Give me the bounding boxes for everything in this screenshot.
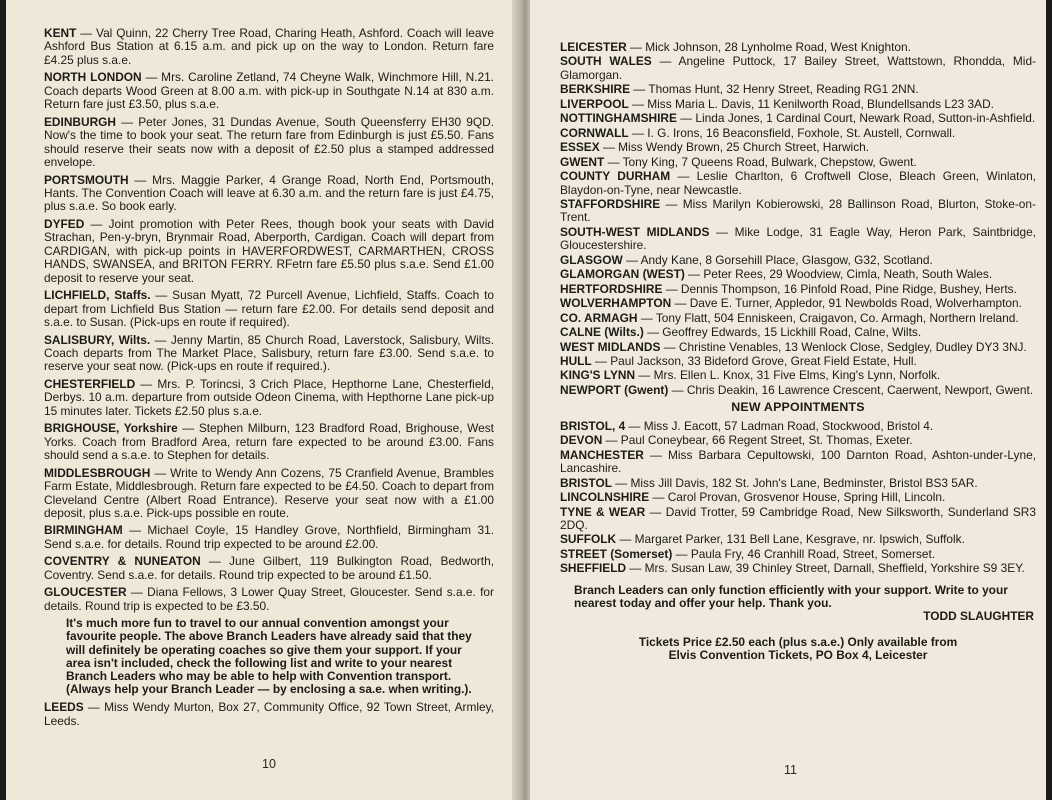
branch-entry bbox=[44, 289, 494, 329]
branch-details: Angeline Puttock, 17 Bailey Street, Wattstown, Rhondda, Mid-Glamorgan. bbox=[560, 54, 1037, 82]
branch-details: Mrs. Susan Law, 39 Chinley Street, Darnall, Sheffield, Yorkshire S9 3EY. bbox=[644, 561, 1025, 576]
dash-separator: — bbox=[150, 332, 171, 347]
branch-name: PORTSMOUTH bbox=[44, 172, 129, 187]
branch-entry bbox=[44, 701, 494, 728]
branch-entry bbox=[560, 434, 1036, 447]
branch-name: EDINBURGH bbox=[44, 114, 117, 129]
branch-name: SUFFOLK bbox=[560, 532, 617, 547]
dash-separator: — bbox=[135, 376, 158, 391]
branch-name: NEWPORT (Gwent) bbox=[560, 382, 669, 397]
branch-entry bbox=[560, 312, 1036, 325]
branch-name: CO. ARMAGH bbox=[560, 310, 638, 325]
branch-details: Leslie Charlton, 6 Croftwell Close, Bleach Green, Winlaton, Blaydon-on-Tyne, near Newcastle. bbox=[560, 169, 1036, 197]
left-page bbox=[6, 0, 520, 800]
branch-entry bbox=[560, 268, 1036, 281]
branch-details: Dave E. Turner, Appledor, 91 Newbolds Road, Wolverhampton. bbox=[689, 296, 1022, 311]
new-appointments-heading: NEW APPOINTMENTS bbox=[731, 400, 865, 415]
dash-separator: — bbox=[660, 196, 683, 211]
branch-details: Tony King, 7 Queens Road, Bulwark, Chepstow, Gwent. bbox=[622, 154, 917, 169]
branch-details: Peter Jones, 31 Dundas Avenue, South Queensferry EH30 9QD. Now's the time to book your seat. The return fare from Edinburgh is just £5.50. Fans should reserve their seats now with a deposit of £2.50 plus a stamped addressed envelope. bbox=[44, 114, 495, 170]
branch-details: Stephen Milburn, 123 Bradford Road, Brighouse, West Yorks. Coach from Bradford Area, return fare expected to be around £3.00. Fans should send a s.a.e. to Stephen for details. bbox=[44, 421, 494, 463]
branch-details: Mick Johnson, 28 Lynholme Road, West Knighton. bbox=[645, 40, 911, 54]
dash-separator: — bbox=[684, 267, 704, 282]
branch-entry bbox=[560, 369, 1036, 382]
dash-separator: — bbox=[643, 447, 669, 462]
branch-name: TYNE & WEAR bbox=[560, 504, 646, 519]
branch-name: BIRMINGHAM bbox=[44, 523, 123, 538]
tickets-info bbox=[566, 636, 1030, 663]
branch-entry bbox=[560, 562, 1036, 575]
dash-separator: — bbox=[591, 353, 611, 368]
branch-details: I. G. Irons, 16 Beaconsfield, Foxhole, St. Austell, Cornwall. bbox=[647, 125, 956, 140]
branch-entry bbox=[560, 420, 1036, 433]
dash-separator: — bbox=[676, 111, 696, 126]
branch-name: WEST MIDLANDS bbox=[560, 339, 661, 354]
left-column bbox=[44, 27, 494, 732]
branch-entry bbox=[44, 71, 494, 111]
branch-details: Mrs. P. Torincsi, 3 Crich Place, Hepthorne Lane, Chesterfield, Derbys. 10 a.m. departure from outside Odeon Cinema, with Hepthorne Lane pick-up 15 minutes later. Tickets £2.50 plus s.a.e. bbox=[44, 376, 494, 418]
branch-name: MANCHESTER bbox=[560, 447, 644, 462]
branch-entry bbox=[560, 491, 1036, 504]
dash-separator: — bbox=[660, 339, 679, 354]
branch-name: WOLVERHAMPTON bbox=[560, 296, 672, 311]
branch-name: LICHFIELD, Staffs. bbox=[44, 288, 151, 303]
branch-entry bbox=[44, 422, 494, 462]
branch-entry bbox=[560, 98, 1036, 111]
dash-separator: — bbox=[668, 382, 687, 397]
branch-entry bbox=[560, 283, 1036, 296]
branch-entry bbox=[44, 555, 494, 582]
branch-name: LEEDS bbox=[44, 700, 84, 715]
branch-details: Paul Coneybear, 66 Regent Street, St. Thomas, Exeter. bbox=[620, 433, 913, 448]
branch-name: HERTFORDSHIRE bbox=[560, 281, 663, 296]
branch-details: Mike Lodge, 31 Eagle Way, Heron Park, Saintbridge, Gloucestershire. bbox=[560, 224, 1036, 253]
branch-entry bbox=[44, 27, 494, 67]
branch-details: Miss Maria L. Davis, 11 Kenilworth Road, Blundellsands L23 3AD. bbox=[647, 96, 994, 111]
branch-details: Andy Kane, 8 Gorsehill Place, Glasgow, G32, Scotland. bbox=[640, 252, 933, 267]
branch-details: Carol Provan, Grosvenor House, Spring Hill, Lincoln. bbox=[667, 490, 946, 505]
dash-separator: — bbox=[150, 288, 173, 303]
dash-separator: — bbox=[150, 465, 171, 480]
branch-name: GWENT bbox=[560, 154, 605, 169]
dash-separator: — bbox=[76, 26, 97, 40]
dash-separator: — bbox=[649, 490, 668, 505]
dash-separator: — bbox=[628, 125, 648, 140]
branch-name: LINCOLNSHIRE bbox=[560, 490, 650, 505]
branch-details: Paula Fry, 46 Cranhill Road, Street, Somerset. bbox=[690, 546, 936, 561]
dash-separator: — bbox=[122, 523, 148, 538]
branch-entry bbox=[560, 127, 1036, 140]
branch-list-right bbox=[560, 41, 1036, 397]
branch-name: CHESTERFIELD bbox=[44, 376, 136, 391]
branch-details: Diana Fellows, 3 Lower Quay Street, Gloucester. Send s.a.e. for details. Round trip is expected to be £3.50. bbox=[44, 585, 494, 613]
branch-entry bbox=[560, 83, 1036, 96]
dash-separator: — bbox=[616, 532, 635, 547]
branch-details: Miss J. Eacott, 57 Ladman Road, Stockwood, Bristol 4. bbox=[643, 418, 934, 433]
branch-entry bbox=[560, 355, 1036, 368]
branch-name: BRIGHOUSE, Yorkshire bbox=[44, 421, 178, 436]
dash-separator: — bbox=[599, 140, 619, 155]
branch-details: Miss Marilyn Kobierowski, 28 Ballinson Road, Blurton, Stoke-on-Trent. bbox=[560, 196, 1036, 225]
branch-entry bbox=[560, 449, 1036, 476]
branch-name: ESSEX bbox=[560, 140, 600, 155]
branch-details: Susan Myatt, 72 Purcell Avenue, Lichfield, Staffs. Coach to depart from Lichfield Bus Station — return fare £2.00. For details send deposit and s.a.e. to Susan. (Pick-ups en route if required). bbox=[44, 288, 494, 330]
branch-details: Joint promotion with Peter Rees, though book your seats with David Strachan, Pen-y-bryn, Brynmair Road, Aberporth, Cardigan. Coach will depart from CARDIGAN, with pick-up points in HAVERFORDWEST, CARMARTHEN, CROSS HANDS, SWANSEA, and BRITON FERRY. RFetrn fare £5.50 plus s.a.e. Send £1.00 deposit to reserve your seat. bbox=[44, 216, 495, 285]
branch-name: GLAMORGAN (WEST) bbox=[560, 267, 685, 282]
dash-separator: — bbox=[626, 40, 646, 54]
dash-separator: — bbox=[116, 114, 139, 129]
branch-entry bbox=[44, 116, 494, 170]
branch-entry bbox=[44, 524, 494, 551]
dash-separator: — bbox=[645, 504, 666, 519]
dash-separator: — bbox=[200, 554, 230, 569]
page-number-right: 11 bbox=[784, 763, 797, 777]
dash-separator: — bbox=[670, 169, 697, 184]
branch-name: SALISBURY, Wilts. bbox=[44, 332, 151, 347]
branch-name: NORTH LONDON bbox=[44, 70, 142, 85]
branch-name: LIVERPOOL bbox=[560, 96, 629, 111]
branch-details: Dennis Thompson, 16 Pinfold Road, Pine Ridge, Bushey, Herts. bbox=[680, 281, 1017, 296]
branch-details: Tony Flatt, 504 Enniskeen, Craigavon, Co. Armagh, Northern Ireland. bbox=[655, 310, 1019, 325]
branch-name: SOUTH-WEST MIDLANDS bbox=[560, 224, 710, 239]
coach-notice: It's much more fun to travel to our annual convention amongst your favourite people. The above Branch Leaders have already said that they will definitely be operating coaches so give them your support. If your area isn't included, check the following list and write to your nearest Branch Leaders who may be able to help with Convention transport. (Always help your Branch Leader — by enclosing a sa.e. when writing.). bbox=[66, 616, 472, 697]
branch-entry bbox=[44, 334, 494, 374]
branch-entry bbox=[560, 384, 1036, 397]
branch-list-left-end bbox=[44, 701, 494, 728]
branch-details: Linda Jones, 1 Cardinal Court, Newark Road, Sutton-in-Ashfield. bbox=[695, 111, 1036, 126]
branch-entry bbox=[560, 548, 1036, 561]
tickets-line-1: Tickets Price £2.50 each (plus s.a.e.) Only available from bbox=[638, 634, 958, 649]
branch-entry bbox=[560, 326, 1036, 339]
dash-separator: — bbox=[602, 433, 621, 448]
branch-details: Paul Jackson, 33 Bideford Grove, Great Field Estate, Hull. bbox=[610, 353, 917, 368]
branch-name: CALNE (Wilts.) bbox=[560, 325, 644, 340]
right-column bbox=[560, 41, 1036, 662]
dash-separator: — bbox=[630, 82, 649, 97]
branch-details: Christine Venables, 13 Wenlock Close, Sedgley, Dudley DY3 3NJ. bbox=[678, 339, 1027, 354]
branch-name: GLOUCESTER bbox=[44, 585, 127, 600]
branch-details: Miss Wendy Brown, 25 Church Street, Harwich. bbox=[618, 140, 870, 155]
closing-message: Branch Leaders can only function efficiently with your support. Write to your nearest today and offer your help. Thank you. bbox=[574, 582, 1008, 610]
branch-entry bbox=[560, 477, 1036, 490]
branch-details: Miss Jill Davis, 182 St. John's Lane, Bedminster, Bristol BS3 5AR. bbox=[630, 475, 978, 490]
branch-name: SHEFFIELD bbox=[560, 561, 627, 576]
dash-separator: — bbox=[628, 96, 648, 111]
branch-name: BERKSHIRE bbox=[560, 82, 631, 97]
branch-entry bbox=[44, 467, 494, 521]
dash-separator: — bbox=[141, 70, 162, 85]
branch-name: DYFED bbox=[44, 216, 85, 231]
branch-name: GLASGOW bbox=[560, 252, 623, 267]
dash-separator: — bbox=[604, 154, 623, 169]
dash-separator: — bbox=[84, 216, 109, 231]
branch-details: Mrs. Caroline Zetland, 74 Cheyne Walk, Winchmore Hill, N.21. Coach departs Wood Green at 8.00 a.m. with pick-up in Southgate N.14 at 830 a.m. Return fare just £3.50, plus s.a.e. bbox=[44, 70, 494, 112]
branch-details: Peter Rees, 29 Woodview, Cimla, Neath, South Wales. bbox=[703, 267, 993, 282]
branch-entry bbox=[560, 55, 1036, 82]
branch-entry bbox=[44, 174, 494, 214]
tickets-line-2: Elvis Convention Tickets, PO Box 4, Leicester bbox=[668, 648, 928, 663]
branch-entry bbox=[560, 141, 1036, 154]
branch-entry bbox=[560, 156, 1036, 169]
branch-name: COUNTY DURHAM bbox=[560, 169, 671, 184]
branch-details: Margaret Parker, 131 Bell Lane, Kesgrave, nr. Ipswich, Suffolk. bbox=[634, 532, 965, 547]
branch-name: KING'S LYNN bbox=[560, 368, 636, 383]
dash-separator: — bbox=[622, 252, 641, 267]
branch-details: Val Quinn, 22 Cherry Tree Road, Charing Heath, Ashford. Coach will leave Ashford Bus Station at 6.15 a.m. and pick up on the way to London. Return fare £4.25 plus s.a.e. bbox=[44, 26, 494, 67]
branch-name: MIDDLESBROUGH bbox=[44, 465, 151, 480]
dash-separator: — bbox=[126, 585, 148, 600]
branch-name: STREET (Somerset) bbox=[560, 546, 673, 561]
branch-details: Thomas Hunt, 32 Henry Street, Reading RG1 2NN. bbox=[648, 82, 919, 97]
branch-name: COVENTRY & NUNEATON bbox=[44, 554, 201, 569]
branch-list-left bbox=[44, 27, 494, 613]
branch-entry bbox=[560, 506, 1036, 533]
dash-separator: — bbox=[671, 296, 690, 311]
dash-separator: — bbox=[635, 368, 654, 383]
branch-name: CORNWALL bbox=[560, 125, 629, 140]
branch-name: LEICESTER bbox=[560, 40, 627, 54]
branch-name: KENT bbox=[44, 26, 77, 40]
branch-name: BRISTOL, 4 bbox=[560, 418, 626, 433]
page-number-left: 10 bbox=[262, 757, 276, 771]
branch-entry bbox=[560, 226, 1036, 253]
branch-entry bbox=[560, 41, 1036, 54]
branch-entry bbox=[560, 170, 1036, 197]
branch-details: Write to Wendy Ann Cozens, 75 Cranfield Avenue, Brambles Farm Estate, Middlesbrough. Return fare expected to be £4.50. Coach to depart from Cleveland Centre (Albert Road Entrance). Reserve your seat now with a £1.00 deposit, plus s.a.e. Pick-ups possible en route. bbox=[44, 465, 494, 520]
branch-entry bbox=[560, 254, 1036, 267]
dash-separator: — bbox=[83, 700, 105, 715]
dash-separator: — bbox=[651, 54, 679, 69]
branch-entry bbox=[560, 297, 1036, 310]
dash-separator: — bbox=[177, 421, 199, 436]
branch-details: Chris Deakin, 16 Lawrence Crescent, Caerwent, Newport, Gwent. bbox=[686, 382, 1034, 397]
branch-name: NOTTINGHAMSHIRE bbox=[560, 111, 677, 126]
right-page bbox=[530, 0, 1046, 800]
branch-details: Miss Wendy Murton, Box 27, Community Office, 92 Town Street, Armley, Leeds. bbox=[44, 700, 494, 728]
branch-entry bbox=[44, 586, 494, 613]
branch-details: Miss Barbara Cepultowski, 100 Darnton Road, Ashton-under-Lyne, Lancashire. bbox=[560, 447, 1036, 476]
branch-name: SOUTH WALES bbox=[560, 54, 652, 69]
branch-details: David Trotter, 59 Cambridge Road, New Silksworth, Sunderland SR3 2DQ. bbox=[560, 504, 1036, 532]
branch-details: Mrs. Ellen L. Knox, 31 Five Elms, King's Lynn, Norfolk. bbox=[653, 368, 941, 383]
branch-entry bbox=[44, 218, 494, 285]
branch-entry bbox=[560, 341, 1036, 354]
dash-separator: — bbox=[709, 224, 735, 239]
branch-name: BRISTOL bbox=[560, 475, 612, 490]
branch-name: DEVON bbox=[560, 433, 603, 448]
branch-entry bbox=[44, 378, 494, 418]
branch-details: Geoffrey Edwards, 15 Lickhill Road, Calne, Wilts. bbox=[662, 325, 922, 340]
dash-separator: — bbox=[672, 546, 691, 561]
branch-details: Michael Coyle, 15 Handley Grove, Northfield, Birmingham 31. Send s.a.e. for details. Round trip expected to be around £2.00. bbox=[44, 523, 494, 551]
dash-separator: — bbox=[611, 475, 631, 490]
dash-separator: — bbox=[662, 281, 681, 296]
dash-separator: — bbox=[128, 172, 153, 187]
dash-separator: — bbox=[643, 325, 663, 340]
dash-separator: — bbox=[626, 561, 645, 576]
dash-separator: — bbox=[625, 418, 644, 433]
branch-name: HULL bbox=[560, 353, 592, 368]
new-appointments-list bbox=[560, 420, 1036, 576]
branch-name: STAFFORDSHIRE bbox=[560, 196, 661, 211]
branch-entry bbox=[560, 112, 1036, 125]
branch-entry bbox=[560, 533, 1036, 546]
branch-details: Jenny Martin, 85 Church Road, Laverstock, Salisbury, Wilts. Coach departs from The Market Place, Salisbury, return fare £3.00. Send s.a.e. to reserve your seat now. (Pick-ups en route if required.). bbox=[44, 332, 494, 374]
signature: TODD SLAUGHTER bbox=[923, 609, 1034, 624]
branch-details: Mrs. Maggie Parker, 4 Grange Road, North End, Portsmouth, Hants. The Convention Coach will leave at 6.30 a.m. and the return fare is just £4.75, plus s.a.e. So book early. bbox=[44, 172, 494, 214]
branch-details: June Gilbert, 119 Bulkington Road, Bedworth, Coventry. Send s.a.e. for details. Round trip expected to be around £1.50. bbox=[44, 554, 494, 582]
dash-separator: — bbox=[637, 310, 656, 325]
branch-entry bbox=[560, 198, 1036, 225]
